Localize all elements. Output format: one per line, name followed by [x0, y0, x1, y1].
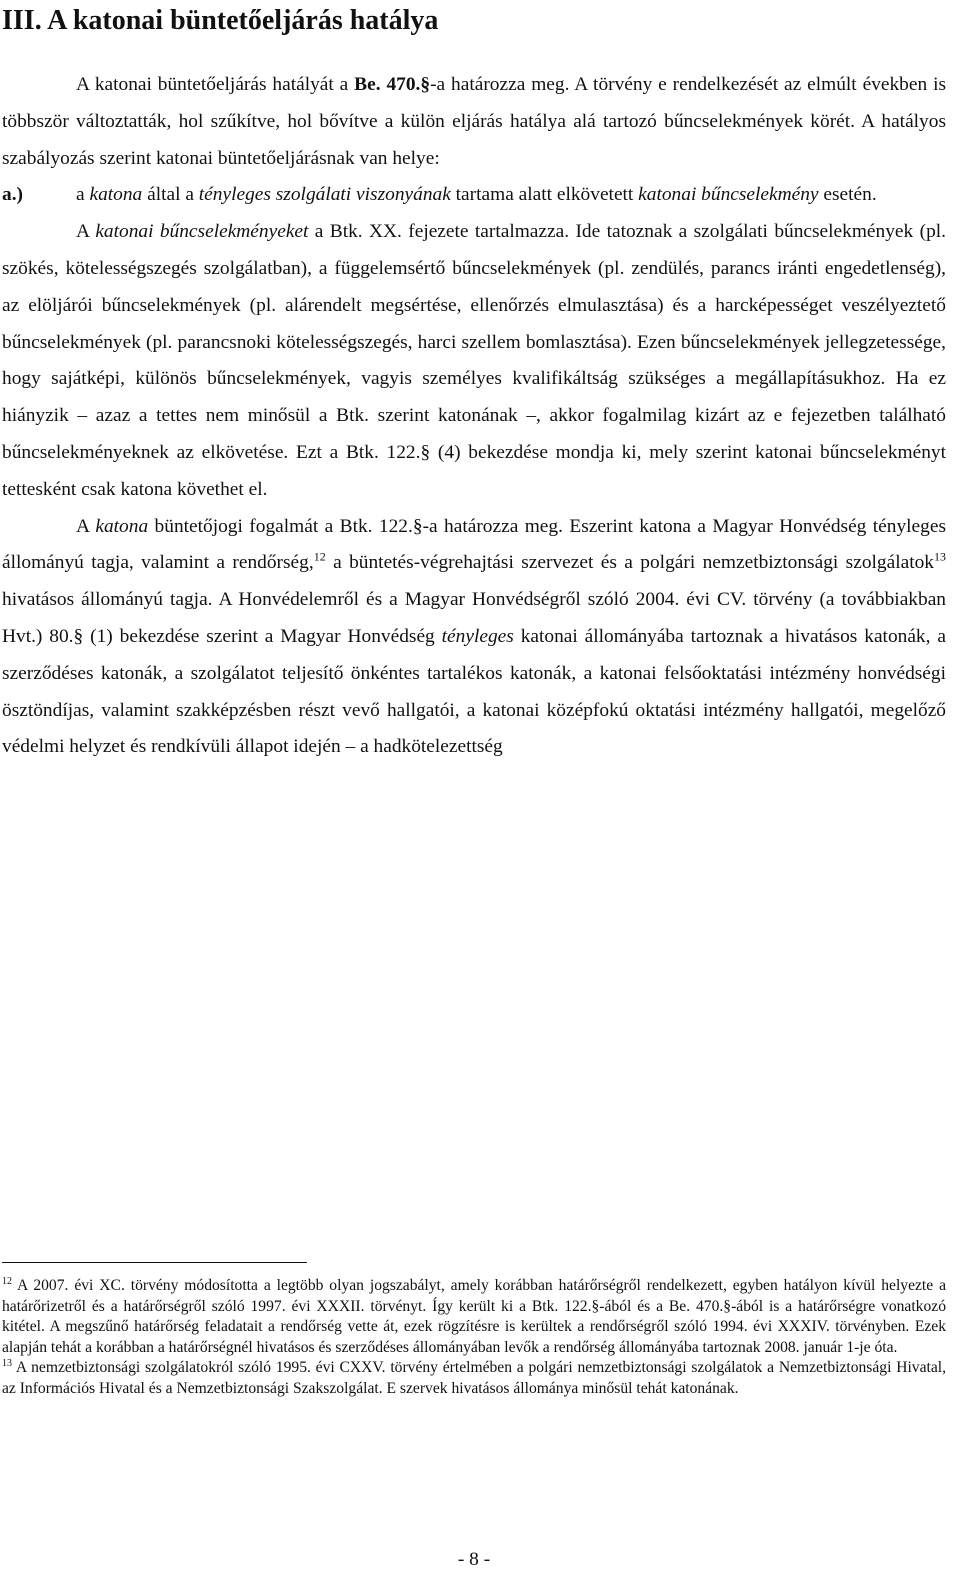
paragraph-soldier-definition: A katona büntetőjogi fogalmát a Btk. 122.§-a határozza meg. Eszerint katona a Magyar Honvédség tényleges állományú tagja, valamint a rendőrség,$^{12}$ a büntetés-végrehajtási szervezet és a polgári nemzetbiztonsági szolgálatok$^{13}$ hivatásos állományú tagja. A Honvédelemről és a Magyar Honvédségről szóló 2004. évi CV. törvény (a továbbiakban Hvt.) 80.§ (1) bekezdése szerint a Magyar Honvédség tényleges katonai állományába tartoznak a hivatásos katonák, a szerződéses katonák, a szolgálatot teljesítő önkéntes tartalékos katonák, a katonai felsőoktatási intézmény honvédségi ösztöndíjas, valamint szakképzésben részt vevő hallgatói, a katonai középfokú oktatási intézmény hallgatói, megelőző védelmi helyzet és rendkívüli állapot idején – a hadkötelezettség: [2, 515, 947, 758]
footnotes: [2, 1276, 946, 1400]
body-text: [2, 67, 946, 766]
footnote-number: 13: [2, 1358, 12, 1370]
footnote-number: 12: [2, 1275, 12, 1287]
page-content: [2, 0, 947, 1570]
footnote-divider: [2, 1262, 307, 1263]
page-number: - 8 -: [457, 1549, 491, 1570]
list-marker: a.): [2, 184, 24, 206]
list-item-a: a.) a katona által a tényleges szolgálati viszonyának tartama alatt elkövetett katonai bűncselekmény esetén.: [2, 177, 946, 214]
paragraph-military-crimes: A katonai bűncselekményeket a Btk. XX. fejezete tartalmazza. Ide tatoznak a szolgálati bűncselekmények (pl. szökés, kötelességszegés szolgálatban), a függelemsértő bűncselekmények (pl. zendülés, parancs iránti engedetlenség), az elöljárói bűncselekmények (pl. alárendelt megsértése, ellenőrzés elmulasztása) és a harcképességet veszélyeztető bűncselekmények (pl. parancsnoki kötelességszegés, harci szellem bomlasztása). Ezen bűncselekmények jellegzetessége, hogy sajátképi, különös bűncselekmények, vagyis személyes kvalifikáltság szükséges a megállapításukhoz. Ha ez hiányzik – azaz a tettes nem minősül a Btk. szerint katonának –, akkor fogalmilag kizárt az e fejezetben található bűncselekményeknek az elkövetése. Ezt a Btk. 122.§ (4) bekezdése mondja ki, mely szerint katonai bűncselekményt tettesként csak katona követhet el.: [2, 221, 946, 500]
law-reference: Be. 470.§: [354, 74, 431, 95]
footnote-ref-13[interactable]: 13: [934, 549, 946, 564]
section-title: III. A katonai büntetőeljárás hatálya: [2, 5, 439, 36]
footnote-ref-12[interactable]: 12: [313, 549, 326, 564]
footnote-13: $^{13}$ A nemzetbiztonsági szolgálatokról szóló 1995. évi CXXV. törvény értelmében a polgári nemzetbiztonsági szolgálatok a Nemzetbiztonsági Hivatal, az Információs Hivatal és a Nemzetbiztonsági Szakszolgálat. E szervek hivatásos állománya minősül tehát katonának.: [2, 1358, 946, 1397]
footnote-12: $^{12}$ A 2007. évi XC. törvény módosította a legtöbb olyan jogszabályt, amely korábban határőrségről rendelkezett, egyben hatályon kívül helyezte a határőrizetről és a határőrségről szóló 1997. évi XXXII. törvényt. Így került ki a Btk. 122.§-ából és a Be. 470.§-ából is a határőrségre vonatkozó kitétel. A megszűnő határőrség feladatait a rendőrség vette át, ezek rögzítésre is kerültek a rendőrségről szóló 1994. évi XXXIV. törvényben. Ezek alapján tehát a korábban a határőrségnél hivatásos és szerződéses állományában levők a rendőrség állományába tartoznak 2008. január 1-je óta.: [2, 1275, 946, 1356]
paragraph-intro: A katonai büntetőeljárás hatályát a Be. 470.§-a határozza meg. A törvény e rendelkezését az elmúlt években is többször változtatták, hol szűkítve, hol bővítve a külön eljárás hatálya alá tartozó bűncselekmények körét. A hatályos szabályozás szerint katonai büntetőeljárásnak van helye:: [2, 74, 947, 169]
